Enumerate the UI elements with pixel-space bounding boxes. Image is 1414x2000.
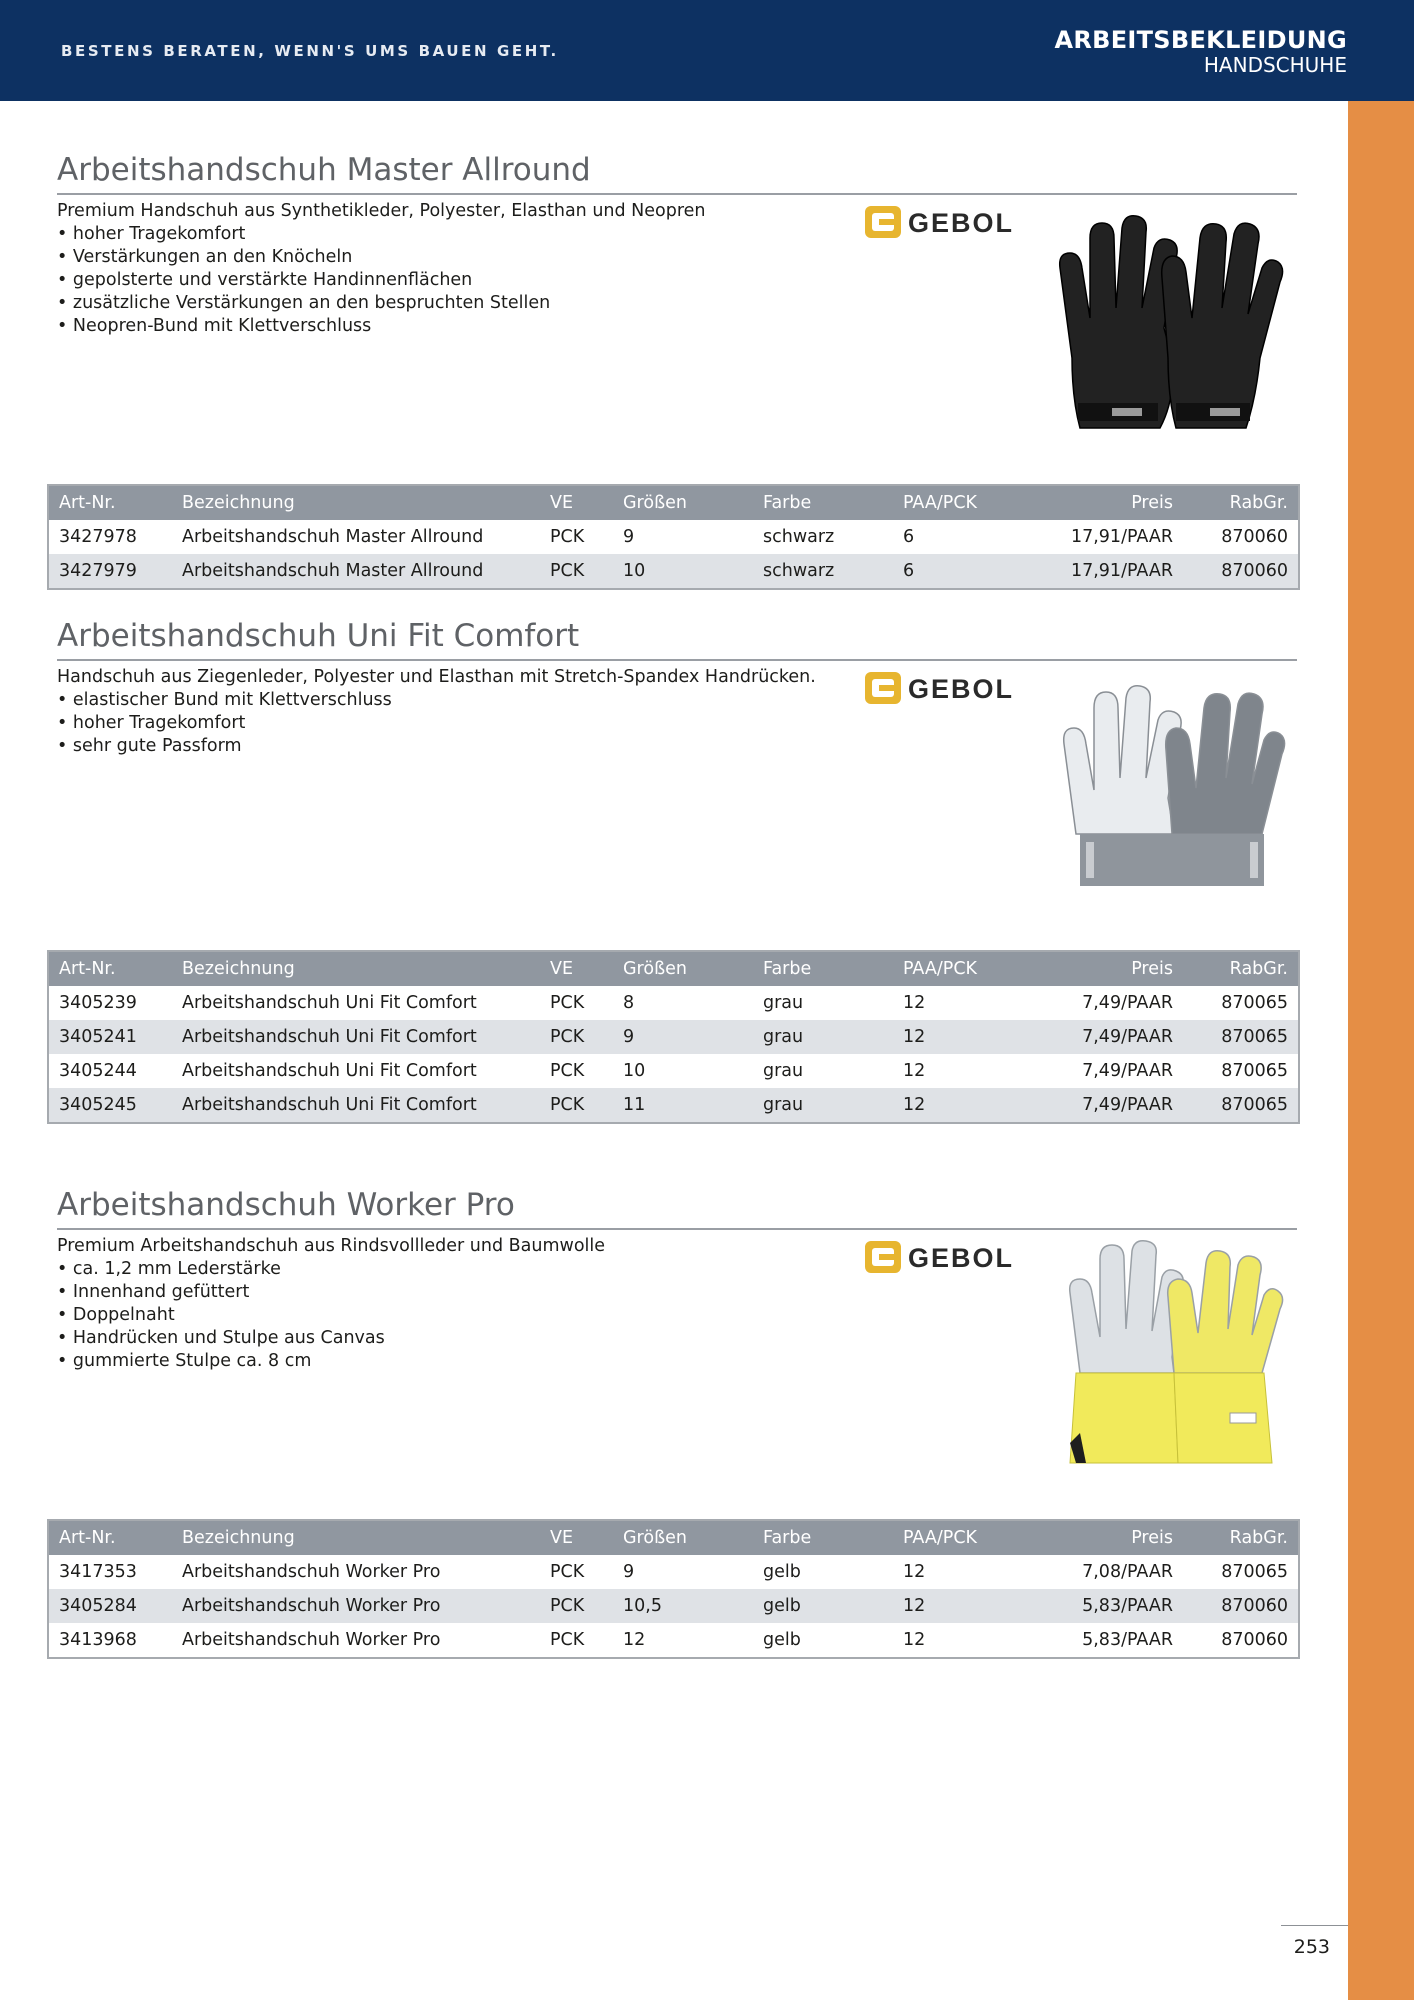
col-header-rabgr: RabGr. xyxy=(1183,951,1299,986)
cell-groesse: 10 xyxy=(613,554,753,589)
table-row xyxy=(48,1020,1299,1054)
product-table xyxy=(47,950,1300,1124)
cell-preis: 7,49/PAAR xyxy=(1043,1054,1183,1088)
description-text: Handschuh aus Ziegenleder, Polyester und Elasthan mit Stretch-Spandex Handrücken. xyxy=(57,667,816,687)
table-header-row xyxy=(48,485,1299,520)
page-header xyxy=(0,0,1414,101)
page-number-rule xyxy=(1281,1925,1348,1926)
col-header-preis: Preis xyxy=(1043,951,1183,986)
cell-art-nr: 3427979 xyxy=(48,554,172,589)
product-description xyxy=(57,666,837,758)
cell-paa-pck: 12 xyxy=(893,1623,1043,1658)
brand-name: GEBOL xyxy=(908,1243,1015,1273)
cell-groesse: 9 xyxy=(613,1555,753,1589)
cell-groesse: 11 xyxy=(613,1088,753,1123)
feature-item: • Innenhand gefüttert xyxy=(57,1281,837,1304)
cell-rabgr: 870065 xyxy=(1183,1020,1299,1054)
cell-rabgr: 870065 xyxy=(1183,1088,1299,1123)
cell-art-nr: 3405284 xyxy=(48,1589,172,1623)
col-header-art-nr: Art-Nr. xyxy=(48,485,172,520)
cell-preis: 7,49/PAAR xyxy=(1043,1020,1183,1054)
feature-list xyxy=(57,223,837,338)
gebol-logo xyxy=(864,204,1030,240)
cell-rabgr: 870060 xyxy=(1183,554,1299,589)
cell-art-nr: 3417353 xyxy=(48,1555,172,1589)
cell-paa-pck: 6 xyxy=(893,554,1043,589)
cell-farbe: gelb xyxy=(753,1623,893,1658)
cell-bezeichnung: Arbeitshandschuh Worker Pro xyxy=(172,1589,540,1623)
cell-groesse: 9 xyxy=(613,520,753,554)
title-divider xyxy=(57,193,1297,195)
feature-item: • ca. 1,2 mm Lederstärke xyxy=(57,1258,837,1281)
cell-ve: PCK xyxy=(540,1623,613,1658)
cell-bezeichnung: Arbeitshandschuh Uni Fit Comfort xyxy=(172,1020,540,1054)
col-header-paa-pck: PAA/PCK xyxy=(893,951,1043,986)
col-header-rabgr: RabGr. xyxy=(1183,485,1299,520)
title-divider xyxy=(57,659,1297,661)
col-header-farbe: Farbe xyxy=(753,951,893,986)
cell-ve: PCK xyxy=(540,1555,613,1589)
table-row xyxy=(48,520,1299,554)
table-row xyxy=(48,986,1299,1020)
cell-preis: 5,83/PAAR xyxy=(1043,1589,1183,1623)
col-header-art-nr: Art-Nr. xyxy=(48,951,172,986)
col-header-bezeichnung: Bezeichnung xyxy=(172,951,540,986)
cell-farbe: grau xyxy=(753,1088,893,1123)
cell-paa-pck: 12 xyxy=(893,1589,1043,1623)
cell-farbe: gelb xyxy=(753,1589,893,1623)
header-category: ARBEITSBEKLEIDUNG xyxy=(1054,26,1347,54)
cell-bezeichnung: Arbeitshandschuh Master Allround xyxy=(172,520,540,554)
col-header-art-nr: Art-Nr. xyxy=(48,1520,172,1555)
cell-bezeichnung: Arbeitshandschuh Worker Pro xyxy=(172,1555,540,1589)
brand-name: GEBOL xyxy=(908,208,1015,238)
cell-art-nr: 3405239 xyxy=(48,986,172,1020)
table-row xyxy=(48,1555,1299,1589)
product-description xyxy=(57,200,837,338)
cell-rabgr: 870065 xyxy=(1183,986,1299,1020)
cell-bezeichnung: Arbeitshandschuh Master Allround xyxy=(172,554,540,589)
cell-bezeichnung: Arbeitshandschuh Uni Fit Comfort xyxy=(172,1054,540,1088)
cell-bezeichnung: Arbeitshandschuh Uni Fit Comfort xyxy=(172,986,540,1020)
col-header-paa-pck: PAA/PCK xyxy=(893,1520,1043,1555)
cell-groesse: 8 xyxy=(613,986,753,1020)
cell-ve: PCK xyxy=(540,554,613,589)
product-table xyxy=(47,484,1300,590)
cell-ve: PCK xyxy=(540,1088,613,1123)
cell-paa-pck: 12 xyxy=(893,1020,1043,1054)
cell-paa-pck: 12 xyxy=(893,1555,1043,1589)
cell-farbe: schwarz xyxy=(753,554,893,589)
gebol-logo xyxy=(864,1239,1030,1275)
cell-paa-pck: 6 xyxy=(893,520,1043,554)
table-row xyxy=(48,554,1299,589)
grey-leather-glove-icon xyxy=(1050,664,1290,904)
cell-bezeichnung: Arbeitshandschuh Uni Fit Comfort xyxy=(172,1088,540,1123)
col-header-groessen: Größen xyxy=(613,951,753,986)
cell-bezeichnung: Arbeitshandschuh Worker Pro xyxy=(172,1623,540,1658)
cell-ve: PCK xyxy=(540,1054,613,1088)
cell-groesse: 10,5 xyxy=(613,1589,753,1623)
feature-item: • Doppelnaht xyxy=(57,1304,837,1327)
product-title: Arbeitshandschuh Worker Pro xyxy=(57,1187,515,1223)
cell-preis: 5,83/PAAR xyxy=(1043,1623,1183,1658)
cell-preis: 17,91/PAAR xyxy=(1043,554,1183,589)
cell-art-nr: 3405244 xyxy=(48,1054,172,1088)
feature-item: • hoher Tragekomfort xyxy=(57,712,837,735)
col-header-bezeichnung: Bezeichnung xyxy=(172,485,540,520)
cell-preis: 7,08/PAAR xyxy=(1043,1555,1183,1589)
feature-item: • gummierte Stulpe ca. 8 cm xyxy=(57,1350,837,1373)
cell-farbe: grau xyxy=(753,1054,893,1088)
cell-farbe: grau xyxy=(753,986,893,1020)
cell-ve: PCK xyxy=(540,1020,613,1054)
col-header-groessen: Größen xyxy=(613,1520,753,1555)
gebol-logo xyxy=(864,670,1030,706)
cell-rabgr: 870060 xyxy=(1183,520,1299,554)
cell-farbe: schwarz xyxy=(753,520,893,554)
cell-preis: 17,91/PAAR xyxy=(1043,520,1183,554)
col-header-preis: Preis xyxy=(1043,485,1183,520)
cell-rabgr: 870065 xyxy=(1183,1054,1299,1088)
title-divider xyxy=(57,1228,1297,1230)
col-header-ve: VE xyxy=(540,951,613,986)
col-header-farbe: Farbe xyxy=(753,485,893,520)
cell-art-nr: 3405241 xyxy=(48,1020,172,1054)
side-accent-bar xyxy=(1348,101,1414,2000)
cell-paa-pck: 12 xyxy=(893,1054,1043,1088)
product-title: Arbeitshandschuh Master Allround xyxy=(57,152,591,188)
col-header-ve: VE xyxy=(540,485,613,520)
cell-groesse: 12 xyxy=(613,1623,753,1658)
table-header-row xyxy=(48,1520,1299,1555)
cell-art-nr: 3427978 xyxy=(48,520,172,554)
yellow-leather-glove-icon xyxy=(1050,1233,1290,1473)
product-description xyxy=(57,1235,837,1373)
table-row xyxy=(48,1054,1299,1088)
cell-preis: 7,49/PAAR xyxy=(1043,1088,1183,1123)
table-row xyxy=(48,1088,1299,1123)
col-header-ve: VE xyxy=(540,1520,613,1555)
col-header-paa-pck: PAA/PCK xyxy=(893,485,1043,520)
cell-paa-pck: 12 xyxy=(893,1088,1043,1123)
cell-groesse: 9 xyxy=(613,1020,753,1054)
description-text: Premium Arbeitshandschuh aus Rindsvollleder und Baumwolle xyxy=(57,1236,606,1256)
table-header-row xyxy=(48,951,1299,986)
cell-ve: PCK xyxy=(540,1589,613,1623)
header-subcategory: HANDSCHUHE xyxy=(1203,53,1347,77)
cell-ve: PCK xyxy=(540,986,613,1020)
brand-name: GEBOL xyxy=(908,674,1015,704)
product-title: Arbeitshandschuh Uni Fit Comfort xyxy=(57,618,580,654)
cell-art-nr: 3413968 xyxy=(48,1623,172,1658)
cell-groesse: 10 xyxy=(613,1054,753,1088)
col-header-rabgr: RabGr. xyxy=(1183,1520,1299,1555)
table-row xyxy=(48,1589,1299,1623)
header-tagline: BESTENS BERATEN, WENN'S UMS BAUEN GEHT. xyxy=(61,42,559,60)
feature-list xyxy=(57,689,837,758)
feature-item: • zusätzliche Verstärkungen an den bespruchten Stellen xyxy=(57,292,837,315)
feature-list xyxy=(57,1258,837,1373)
cell-paa-pck: 12 xyxy=(893,986,1043,1020)
cell-farbe: gelb xyxy=(753,1555,893,1589)
cell-farbe: grau xyxy=(753,1020,893,1054)
cell-rabgr: 870060 xyxy=(1183,1623,1299,1658)
cell-rabgr: 870065 xyxy=(1183,1555,1299,1589)
feature-item: • Handrücken und Stulpe aus Canvas xyxy=(57,1327,837,1350)
col-header-groessen: Größen xyxy=(613,485,753,520)
feature-item: • elastischer Bund mit Klettverschluss xyxy=(57,689,837,712)
cell-preis: 7,49/PAAR xyxy=(1043,986,1183,1020)
cell-ve: PCK xyxy=(540,520,613,554)
feature-item: • Neopren-Bund mit Klettverschluss xyxy=(57,315,837,338)
product-table xyxy=(47,1519,1300,1659)
description-text: Premium Handschuh aus Synthetikleder, Polyester, Elasthan und Neopren xyxy=(57,201,706,221)
col-header-bezeichnung: Bezeichnung xyxy=(172,1520,540,1555)
feature-item: • Verstärkungen an den Knöcheln xyxy=(57,246,837,269)
cell-rabgr: 870060 xyxy=(1183,1589,1299,1623)
feature-item: • hoher Tragekomfort xyxy=(57,223,837,246)
page-number: 253 xyxy=(1293,1936,1330,1958)
cell-art-nr: 3405245 xyxy=(48,1088,172,1123)
col-header-farbe: Farbe xyxy=(753,1520,893,1555)
black-glove-icon xyxy=(1050,198,1290,438)
table-row xyxy=(48,1623,1299,1658)
feature-item: • sehr gute Passform xyxy=(57,735,837,758)
col-header-preis: Preis xyxy=(1043,1520,1183,1555)
feature-item: • gepolsterte und verstärkte Handinnenflächen xyxy=(57,269,837,292)
